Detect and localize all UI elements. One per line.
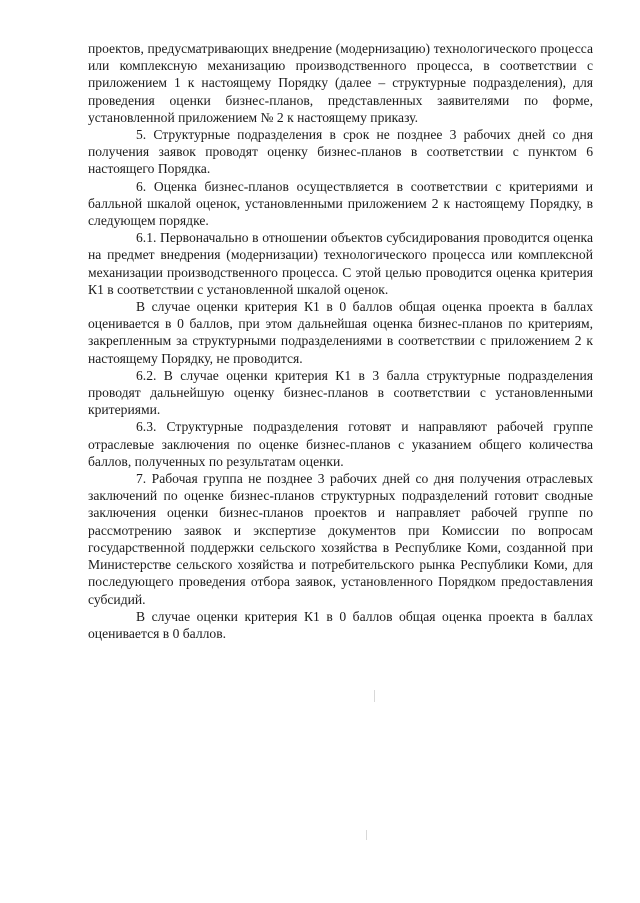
scan-artifact-line xyxy=(374,690,375,702)
paragraph-item-6-1: 6.1. Первоначально в отношении объектов субсидирования проводится оценка на предмет внедрения (модернизации) технологического процесса или комплексной механизации производственного процесса. С этой целью проводится оценка критерия К1 в соответствии с установленной шкалой оценок. xyxy=(88,230,593,297)
paragraph-item-7: 7. Рабочая группа не позднее 3 рабочих дней со дня получения отраслевых заключений по оценке бизнес-планов структурных подразделений готовит сводные заключения оценки бизнес-планов проектов и направляет рабочей группе по рассмотрению заявок и экспертизе документов при Комиссии по вопросам государственной поддержки сельского хозяйства в Республике Коми, созданной при Министерстве сельского хозяйства и потребительского рынка Республики Коми, для последующего проведения отбора заявок, установленного Порядком предоставления субсидий. xyxy=(88,471,593,607)
paragraph-k1-zero-case: В случае оценки критерия К1 в 0 баллов общая оценка проекта в баллах оценивается в 0 баллов, при этом дальнейшая оценка бизнес-планов по критериям, закрепленным за структурными подразделениями в соответствии с приложением 2 к настоящему Порядку, не проводится. xyxy=(88,299,593,366)
paragraph-item-6: 6. Оценка бизнес-планов осуществляется в соответствии с критериями и балльной шкалой оценок, установленными приложением 2 к настоящему Порядку, в следующем порядке. xyxy=(88,178,593,229)
paragraph-item-6-3: 6.3. Структурные подразделения готовят и направляют рабочей группе отраслевые заключения по оценке бизнес-планов с указанием общего количества баллов, полученных по результатам оценки. xyxy=(88,419,593,469)
paragraph-continuation: проектов, предусматривающих внедрение (модернизацию) технологического процесса или комплексную механизацию производственного процесса, в соответствии с приложением 1 к настоящему Порядку (далее – структурные подразделения), для проведения оценки бизнес-планов, представленных заявителями по форме, установленной приложением № 2 к настоящему приказу. xyxy=(88,41,593,125)
paragraph-final-note: В случае оценки критерия К1 в 0 баллов общая оценка проекта в баллах оценивается в 0 баллов. xyxy=(88,608,593,641)
document-page xyxy=(88,40,593,642)
scan-artifact-line xyxy=(366,830,367,840)
paragraph-item-6-2: 6.2. В случае оценки критерия К1 в 3 балла структурные подразделения проводят дальнейшую оценку бизнес-планов в соответствии с установленными критериями. xyxy=(88,367,593,418)
paragraph-item-5: 5. Структурные подразделения в срок не позднее 3 рабочих дней со дня получения заявок проводят оценку бизнес-планов в соответствии с пунктом 6 настоящего Порядка. xyxy=(88,127,593,177)
